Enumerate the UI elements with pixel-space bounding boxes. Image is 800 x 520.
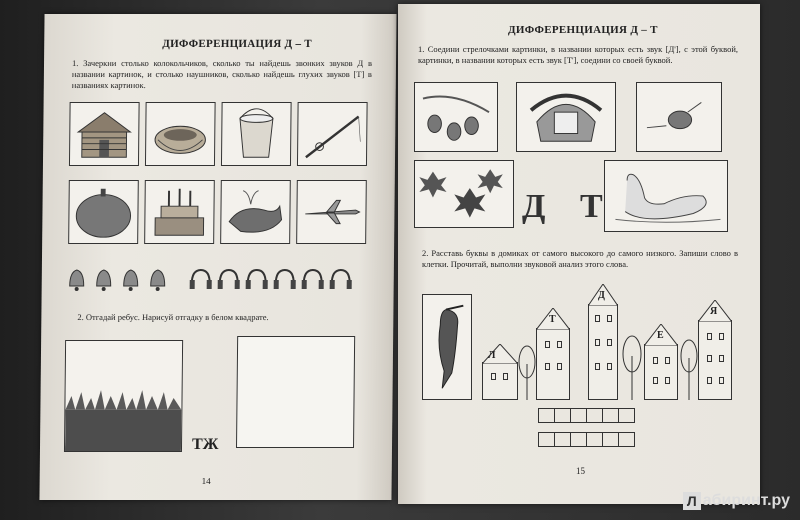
page-number: 15 <box>576 466 585 476</box>
airplane-picture <box>296 180 367 244</box>
headphones-icon[interactable] <box>216 266 242 292</box>
page-number: 14 <box>201 476 211 486</box>
house-5 <box>698 320 732 400</box>
house-3 <box>588 304 618 400</box>
nest-picture <box>145 102 216 166</box>
headphones-row <box>188 266 356 292</box>
bell-icon[interactable] <box>66 266 88 292</box>
house-picture <box>69 102 140 166</box>
right-page <box>398 4 760 504</box>
bell-icon[interactable] <box>147 266 169 292</box>
swan-picture <box>604 160 728 232</box>
headphones-icon[interactable] <box>272 266 298 292</box>
whale-picture <box>220 180 291 244</box>
bird-picture <box>636 82 722 152</box>
telephone-picture <box>516 82 616 152</box>
house-4 <box>644 344 678 400</box>
bell-icon[interactable] <box>120 266 142 292</box>
house-letter-2: Т <box>549 314 556 325</box>
cake-picture <box>144 180 215 244</box>
task-1-text: 1. Зачеркни столько колокольчиков, сколько ты найдешь звонких звуков Д в названии картинок, и столько наушников, сколько найдешь глухих звуков [Т] в названиях картинок. <box>71 58 373 90</box>
pumpkin-picture <box>68 180 139 244</box>
bell-icon[interactable] <box>93 266 115 292</box>
task-1-text: 1. Соедини стрелочками картинки, в названии которых есть звук [Д'], с этой буквой, картинки, в названии которых есть звук [Т'], соедини со своей буквой. <box>418 44 738 65</box>
tree-icon <box>622 334 642 400</box>
headphones-icon[interactable] <box>188 266 214 292</box>
house-2 <box>536 328 570 400</box>
watermark <box>683 492 790 510</box>
letter-t[interactable]: Т <box>580 188 603 225</box>
headphones-icon[interactable] <box>328 266 354 292</box>
house-letter-3: Д <box>598 290 605 301</box>
task-2-text: 2. Отгадай ребус. Нарисуй отгадку в белом квадрате. <box>77 312 269 322</box>
letter-d[interactable]: Д <box>522 188 546 225</box>
page-title: ДИФФЕРЕНЦИАЦИЯ Д – Т <box>162 38 313 50</box>
house-letter-5: Я <box>710 306 718 317</box>
answer-grid-1[interactable] <box>538 408 635 423</box>
bucket-picture <box>221 102 292 166</box>
leaves-picture <box>414 160 514 228</box>
tree-icon <box>518 344 536 400</box>
grass-picture <box>64 340 183 452</box>
acorns-picture <box>414 82 498 152</box>
watermark-text: абиринт.ру <box>702 492 790 509</box>
rebus-letters: ТЖ <box>191 436 219 453</box>
page-title: ДИФФЕРЕНЦИАЦИЯ Д – Т <box>508 24 658 36</box>
left-page <box>39 14 396 500</box>
woodpecker-picture <box>422 294 472 400</box>
watermark-badge: Л <box>683 492 701 510</box>
headphones-icon[interactable] <box>244 266 270 292</box>
bells-row <box>66 266 174 292</box>
headphones-icon[interactable] <box>300 266 326 292</box>
answer-square[interactable] <box>236 336 355 448</box>
house-letter-1: Л <box>488 350 496 361</box>
task-2-text: 2. Расставь буквы в домиках от самого высокого до самого низкого. Запиши слово в клетки. Прочитай, выполни звуковой анализ этого слова. <box>422 248 738 269</box>
tree-icon <box>680 338 698 400</box>
answer-grid-2[interactable] <box>538 432 635 447</box>
house-1 <box>482 362 518 400</box>
fishing-rod-picture <box>297 102 368 166</box>
house-letter-4: Е <box>657 330 664 341</box>
